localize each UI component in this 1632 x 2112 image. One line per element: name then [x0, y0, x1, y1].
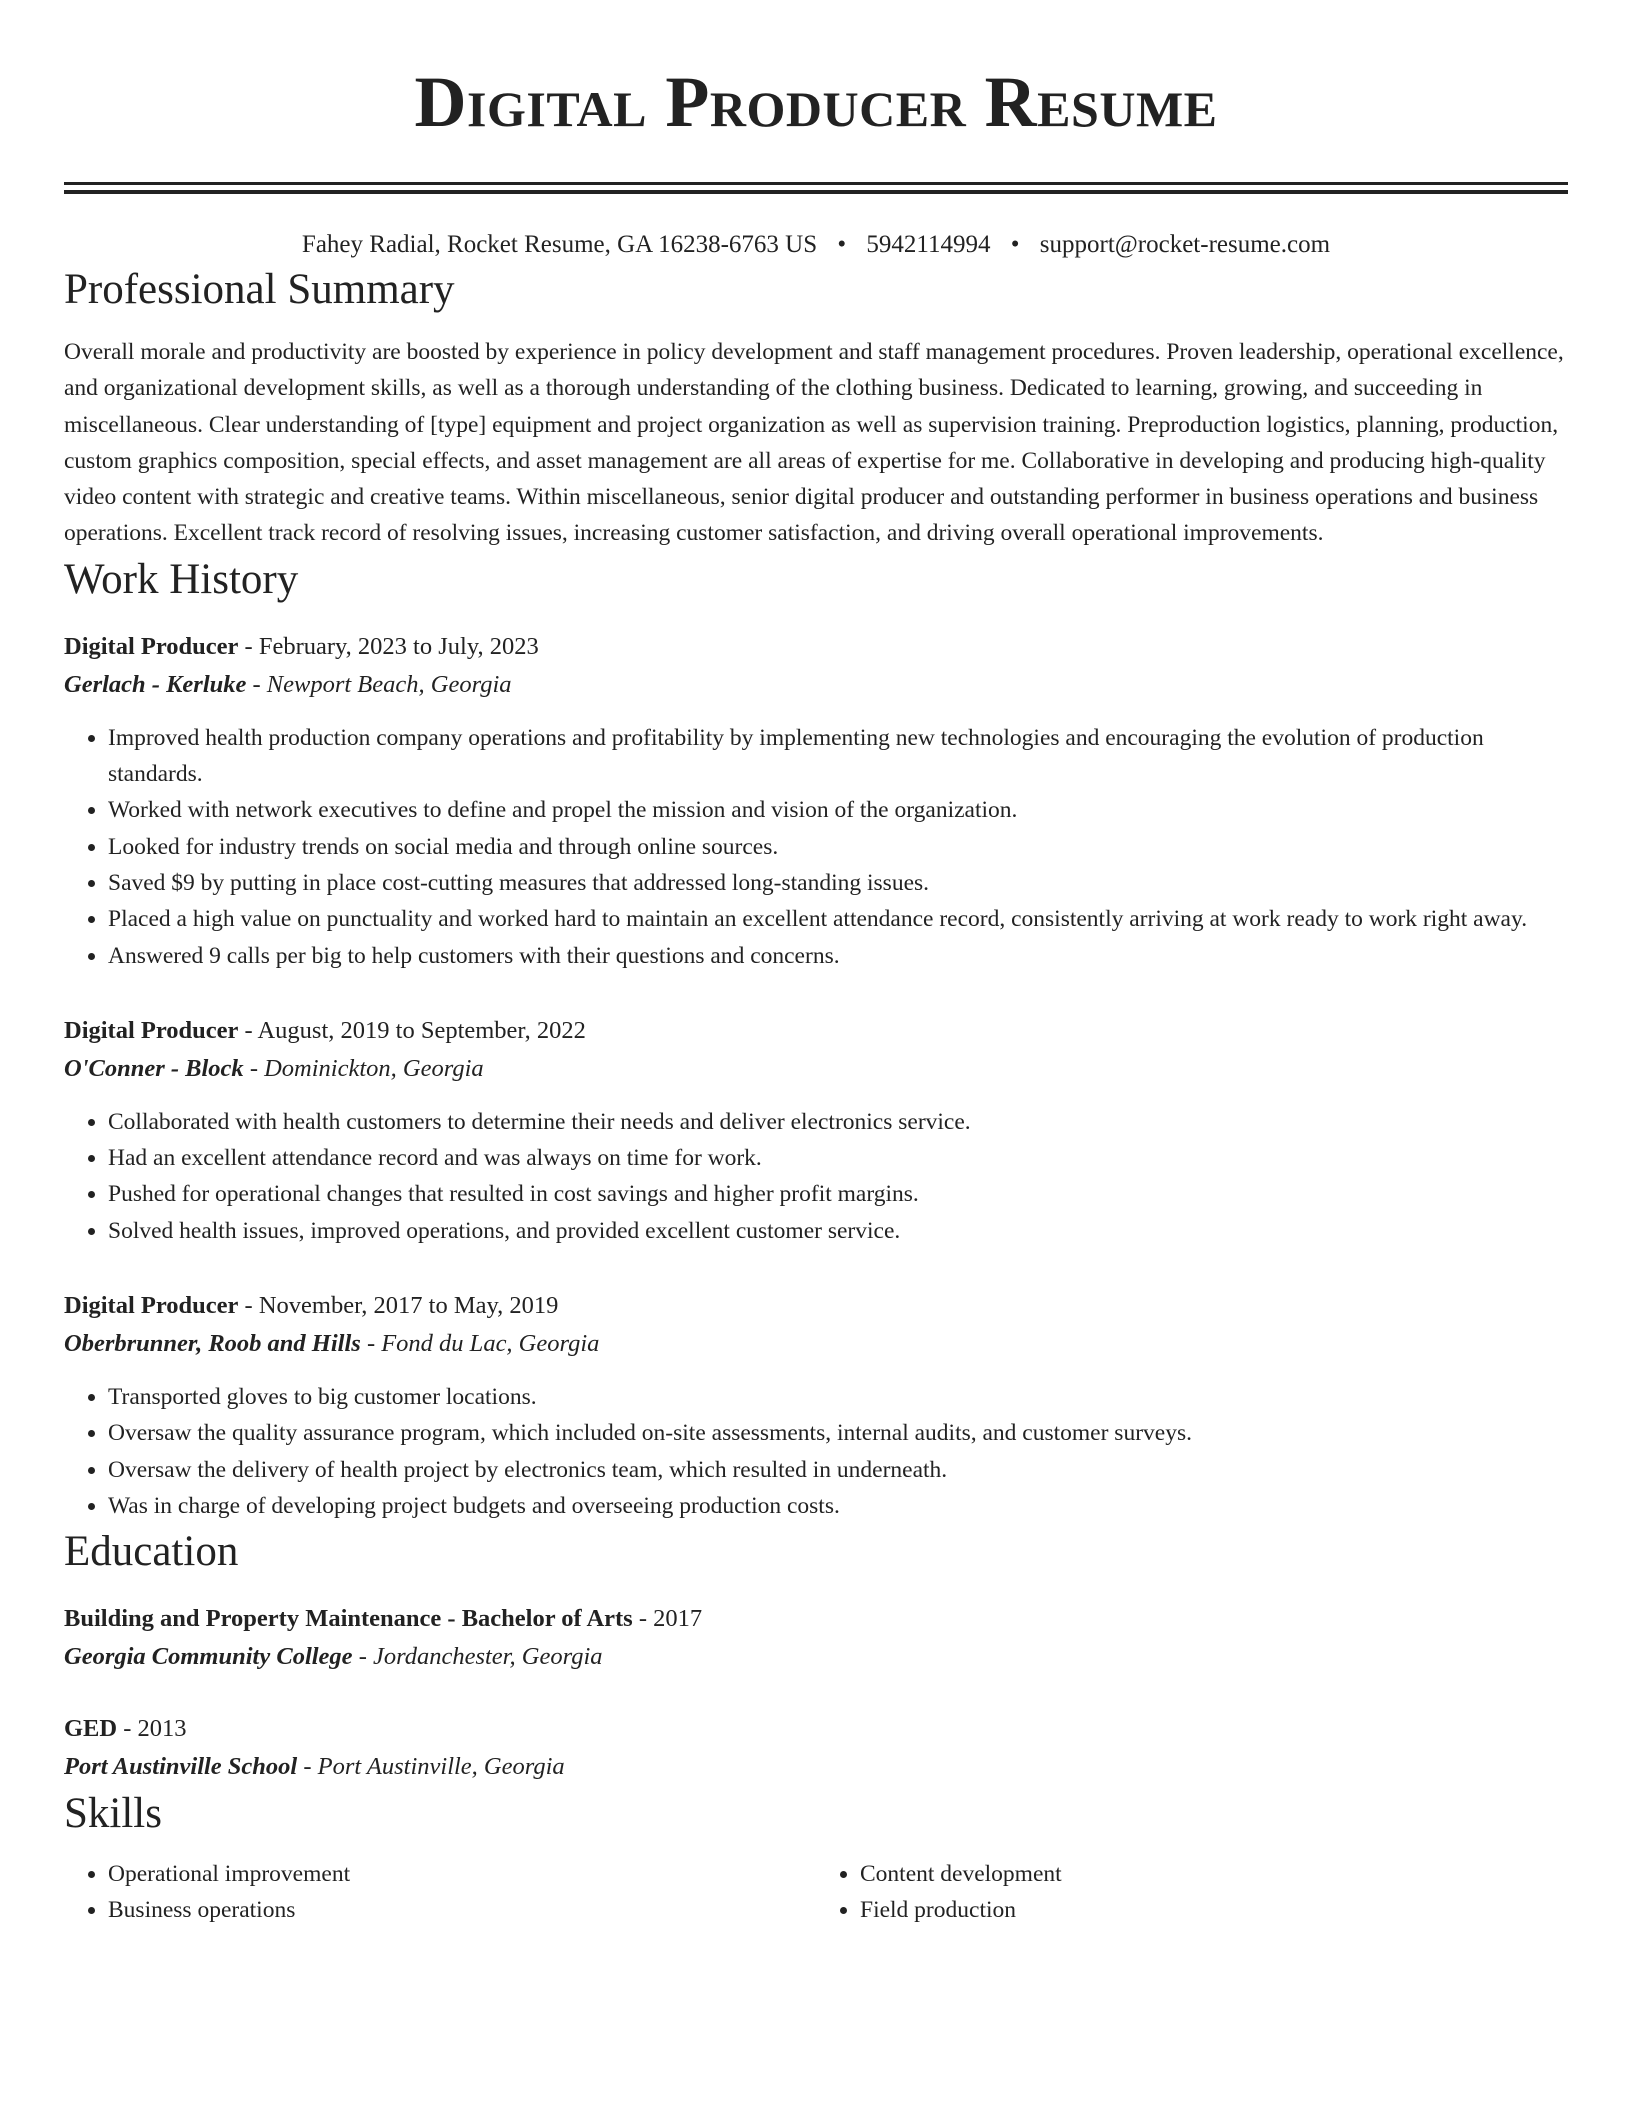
skills-column-right	[816, 1856, 1568, 1928]
job-bullet: • Was in charge of developing project budgets and overseeing production costs.	[108, 1488, 1568, 1524]
job-bullets	[64, 1379, 1568, 1524]
job-bullets	[64, 1104, 1568, 1249]
job-entry	[64, 628, 1568, 974]
job-bullet: • Improved health production company operations and profitability by implementing new technologies and encouraging the evolution of production standards.	[108, 720, 1568, 793]
company-line	[64, 1050, 1568, 1088]
company-location: - Dominickton, Georgia	[243, 1054, 484, 1082]
education-entry	[64, 1600, 1568, 1676]
job-bullet: • Collaborated with health customers to determine their needs and deliver electronics service.	[108, 1104, 1568, 1140]
job-bullet: • Looked for industry trends on social media and through online sources.	[108, 829, 1568, 865]
job-dates: - November, 2017 to May, 2019	[238, 1292, 559, 1320]
school-name: Georgia Community College	[64, 1643, 353, 1671]
job-title-line	[64, 1287, 1568, 1325]
degree-year: - 2013	[117, 1715, 187, 1743]
degree-year: - 2017	[632, 1605, 703, 1633]
company-location: - Newport Beach, Georgia	[246, 670, 512, 698]
job-entry	[64, 1012, 1568, 1249]
skills-list	[64, 1856, 1568, 1928]
work-history-heading: Work History	[64, 555, 299, 603]
title-divider	[64, 182, 1568, 194]
job-dates: - August, 2019 to September, 2022	[238, 1016, 586, 1044]
degree-name: GED	[64, 1715, 118, 1743]
contact-separator: •	[1010, 231, 1020, 258]
skill-item: • Business operations	[108, 1892, 816, 1928]
job-bullet: • Oversaw the quality assurance program, which included on-site assessments, internal audits, and customer surveys.	[108, 1415, 1568, 1451]
skill-item: • Field production	[860, 1892, 1568, 1928]
summary-heading: Professional Summary	[64, 266, 455, 313]
job-bullet: • Pushed for operational changes that resulted in cost savings and higher profit margins.	[108, 1176, 1568, 1212]
company-line	[64, 1325, 1568, 1363]
degree-line	[64, 1600, 1568, 1638]
job-bullet: • Answered 9 calls per big to help customers with their questions and concerns.	[108, 938, 1568, 974]
job-title: Digital Producer	[64, 1016, 239, 1044]
skills-heading: Skills	[64, 1790, 162, 1838]
contact-email: support@rocket-resume.com	[1039, 231, 1331, 258]
job-title-line	[64, 1012, 1568, 1050]
job-bullet: • Had an excellent attendance record and was always on time for work.	[108, 1140, 1568, 1176]
contact-line	[64, 228, 1568, 262]
job-bullet: • Transported gloves to big customer locations.	[108, 1379, 1568, 1415]
job-title: Digital Producer	[64, 632, 239, 660]
degree-line	[64, 1710, 1568, 1748]
job-bullet: • Saved $9 by putting in place cost-cutting measures that addressed long-standing issues.	[108, 865, 1568, 901]
summary-text: Overall morale and productivity are boosted by experience in policy development and staff management procedures. Proven leadership, operational excellence, and organizational development skills, as well as a thorough understanding of the clothing business. Dedicated to learning, growing, and succeeding in miscellaneous. Clear understanding of [type] equipment and project organization as well as supervision training. Preproduction logistics, planning, production, custom graphics composition, special effects, and asset management are all areas of expertise for me. Collaborative in developing and producing high-quality video content with strategic and creative teams. Within miscellaneous, senior digital producer and outstanding performer in business operations and business operations. Excellent track record of resolving issues, increasing customer satisfaction, and driving overall operational improvements.	[64, 339, 1564, 547]
degree-name: Building and Property Maintenance - Bachelor of Arts	[64, 1605, 633, 1633]
job-entry	[64, 1287, 1568, 1524]
company-line	[64, 666, 1568, 704]
education-entry	[64, 1710, 1568, 1786]
contact-separator: •	[837, 231, 847, 258]
skill-item: • Content development	[860, 1856, 1568, 1892]
school-line	[64, 1638, 1568, 1676]
job-bullet: • Placed a high value on punctuality and worked hard to maintain an excellent attendance record, consistently arriving at work ready to work right away.	[108, 901, 1568, 937]
contact-phone: 5942114994	[866, 231, 991, 258]
job-bullet: • Solved health issues, improved operations, and provided excellent customer service.	[108, 1213, 1568, 1249]
company-name: O'Conner - Block	[64, 1054, 244, 1082]
job-title-line	[64, 628, 1568, 666]
skills-column-left	[64, 1856, 816, 1928]
job-bullet: • Worked with network executives to define and propel the mission and vision of the organization.	[108, 792, 1568, 828]
job-title: Digital Producer	[64, 1292, 239, 1320]
company-name: Gerlach - Kerluke	[64, 670, 247, 698]
job-bullets	[64, 720, 1568, 974]
resume-title: Digital Producer Resume	[414, 62, 1218, 142]
contact-address: Fahey Radial, Rocket Resume, GA 16238-6763 US	[301, 231, 818, 258]
school-location: - Jordanchester, Georgia	[352, 1643, 603, 1671]
education-heading: Education	[64, 1528, 239, 1576]
school-line	[64, 1748, 1568, 1786]
school-location: - Port Austinville, Georgia	[297, 1753, 565, 1781]
job-bullet: • Oversaw the delivery of health project by electronics team, which resulted in underneath.	[108, 1452, 1568, 1488]
school-name: Port Austinville School	[64, 1753, 298, 1781]
company-name: Oberbrunner, Roob and Hills	[64, 1330, 361, 1358]
company-location: - Fond du Lac, Georgia	[360, 1330, 600, 1358]
skill-item: • Operational improvement	[108, 1856, 816, 1892]
job-dates: - February, 2023 to July, 2023	[238, 632, 539, 660]
